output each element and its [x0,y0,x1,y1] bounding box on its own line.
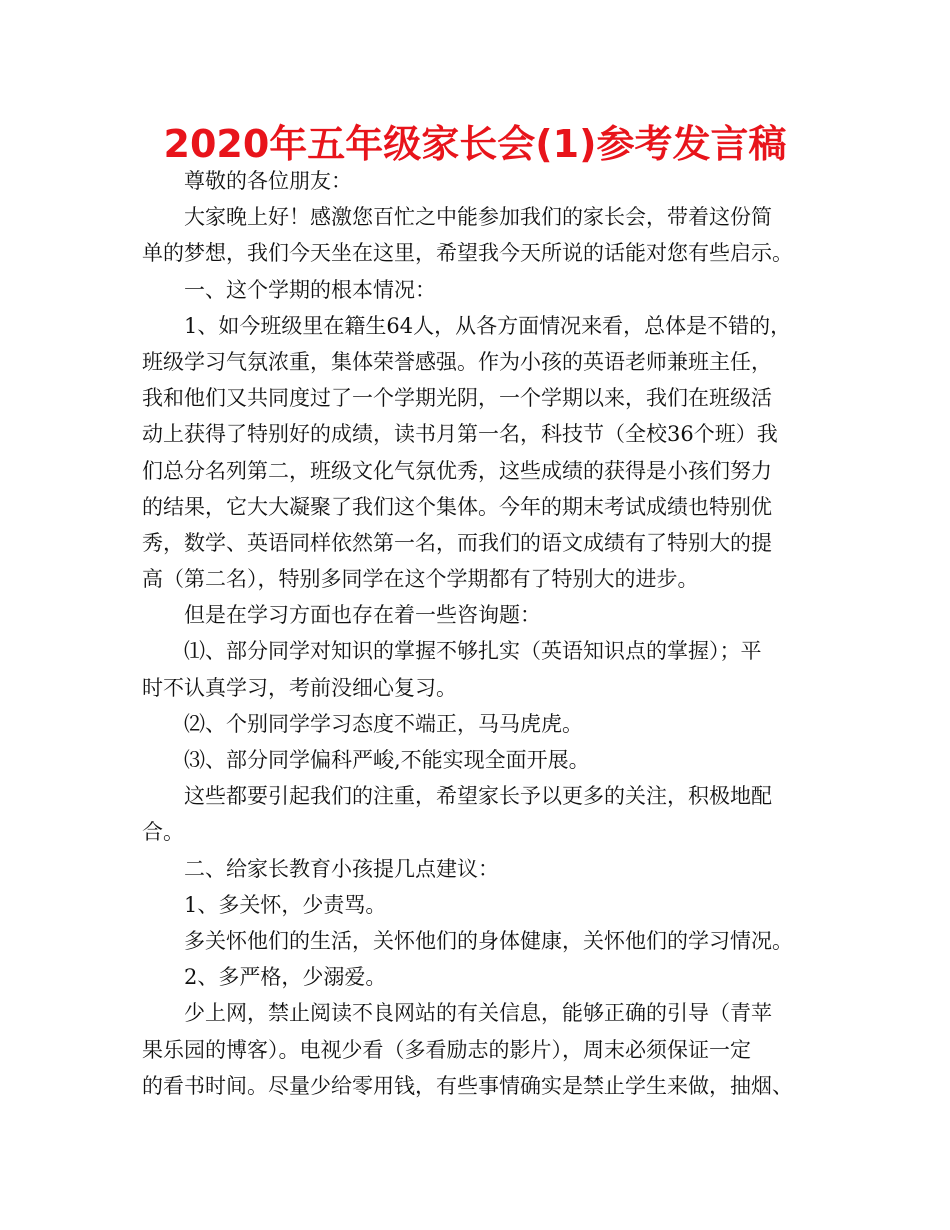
body-line: 但是在学习方面也存在着一些咨询题： [184,603,541,628]
body-line: 合。 [142,820,184,845]
body-line: ⑶、部分同学偏科严峻,不能实现全面开展。 [184,748,590,772]
body-line: 这些都要引起我们的注重，希望家长予以更多的关注，积极地配 [184,784,772,809]
body-line: 班级学习气氛浓重，集体荣誉感强。作为小孩的英语老师兼班主任， [142,349,772,374]
body-line: 多关怀他们的生活，关怀他们的身体健康，关怀他们的学习情况。 [184,928,793,953]
body-line: 时不认真学习，考前没细心复习。 [142,675,457,700]
body-line: 果乐园的博客）。电视少看（多看励志的影片），周末必须保证一定 [142,1037,751,1062]
body-line: ⑵、个别同学学习态度不端正，马马虎虎。 [184,711,583,736]
body-line: 1、如今班级里在籍生64人，从各方面情况来看，总体是不错的， [184,313,792,338]
body-line: 动上获得了特别好的成绩，读书月第一名，科技节（全校36个班）我 [142,422,778,447]
document-body [142,163,822,1104]
body-line: 2、多严格，少溺爱。 [184,965,387,990]
body-line: 尊敬的各位朋友： [184,169,352,193]
body-line: 单的梦想，我们今天坐在这里，希望我今天所说的话能对您有些启示。 [142,241,793,266]
body-line: 二、给家长教育小孩提几点建议： [184,856,499,881]
body-line: 的看书时间。尽量少给零用钱，有些事情确实是禁止学生来做，抽烟、 [142,1073,793,1098]
body-line: 高（第二名），特别多同学在这个学期都有了特别大的进步。 [142,567,699,592]
document-title: 2020年五年级家长会(1)参考发言稿 [163,122,787,166]
body-line: 秀，数学、英语同样依然第一名，而我们的语文成绩有了特别大的提 [142,530,772,555]
body-line: ⑴、部分同学对知识的掌握不够扎实（英语知识点的掌握）；平 [184,639,762,664]
body-line: 的结果，它大大凝聚了我们这个集体。今年的期末考试成绩也特别优 [142,494,772,519]
body-line: 一、这个学期的根本情况： [184,277,436,302]
body-line: 1、多关怀，少责骂。 [184,892,387,917]
body-line: 少上网，禁止阅读不良网站的有关信息，能够正确的引导（青苹 [184,1001,772,1026]
body-line: 们总分名列第二，班级文化气氛优秀，这些成绩的获得是小孩们努力 [142,458,772,483]
body-line: 大家晚上好！感激您百忙之中能参加我们的家长会，带着这份简 [184,205,772,230]
body-line: 我和他们又共同度过了一个学期光阴，一个学期以来，我们在班级活 [142,386,772,411]
